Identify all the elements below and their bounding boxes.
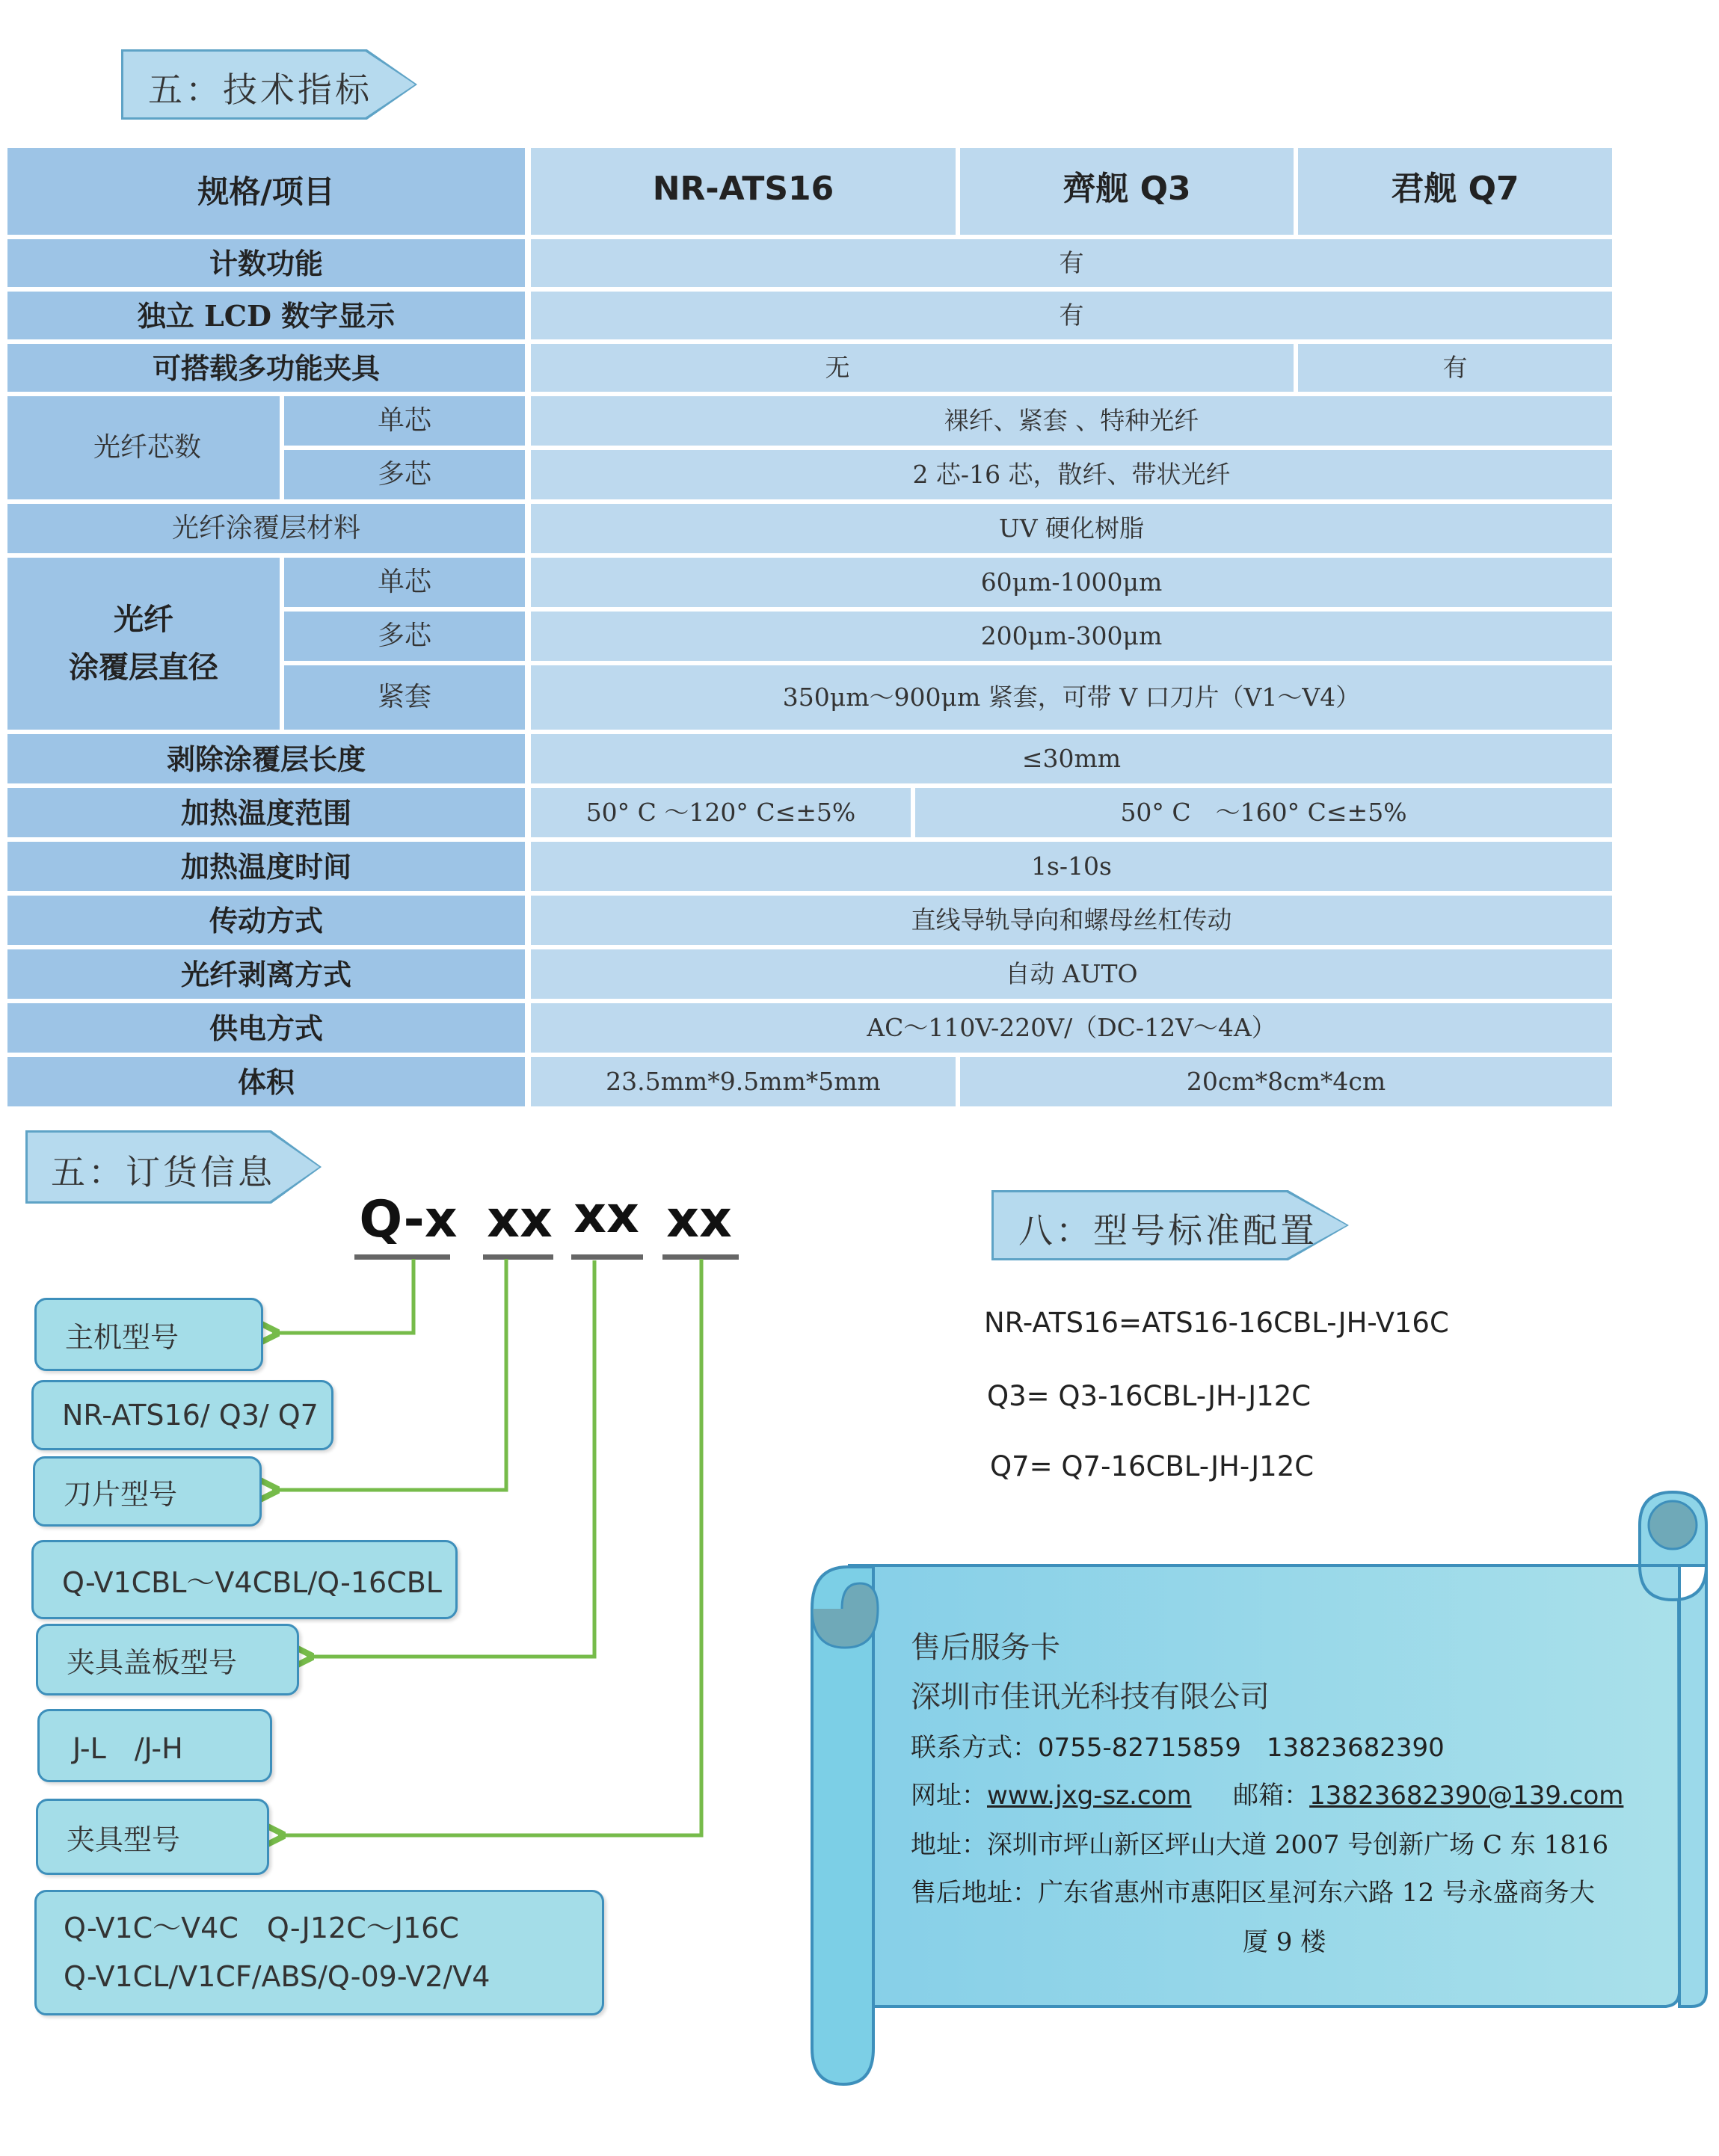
- coating-diameter-line1: 光纤: [114, 602, 173, 637]
- card-mail-label: 邮箱：: [1233, 1781, 1310, 1811]
- box-cover-values: J-L /J-H: [37, 1709, 272, 1782]
- row-value-drive: 直线导轨导向和螺母丝杠传动: [531, 896, 1612, 945]
- table-header-model-1: NR-ATS16: [531, 148, 956, 235]
- row-sublabel-diam-tight: 紧套: [284, 665, 525, 730]
- row-sublabel-diam-multi: 多芯: [284, 612, 525, 661]
- row-label-fiber-cores: 光纤芯数: [7, 396, 280, 499]
- card-contact: [911, 1727, 1445, 1764]
- box-blade-values: Q-V1CBL～V4CBL/Q-16CBL: [31, 1540, 458, 1619]
- row-label-drive: 传动方式: [7, 896, 525, 945]
- card-service-address-1: 售后地址：广东省惠州市惠阳区星河东六路 12 号永盛商务大: [911, 1878, 1595, 1908]
- table-header-item: 规格/项目: [7, 148, 525, 235]
- row-sublabel-multi: 多芯: [284, 450, 525, 499]
- row-label-counting: 计数功能: [7, 239, 525, 287]
- card-web-label: 网址：: [911, 1781, 987, 1811]
- card-address: 地址：深圳市坪山新区坪山大道 2007 号创新广场 C 东 1816: [911, 1830, 1609, 1860]
- row-value-lcd: 有: [531, 292, 1612, 339]
- row-label-fixture: 可搭载多功能夹具: [7, 344, 525, 392]
- row-label-volume: 体积: [7, 1057, 525, 1106]
- row-value-diam-tight: 350μm～900μm 紧套，可带 V 口刀片（V1～V4）: [531, 665, 1612, 730]
- order-code-seg2: xx: [487, 1190, 553, 1249]
- order-code-seg3: xx: [573, 1186, 639, 1245]
- row-value-heat-range-b: 50° C ～160° C≤±5%: [915, 788, 1612, 837]
- clamp-values-line1: Q-V1C～V4C Q-J12C～J16C: [64, 1912, 459, 1945]
- box-host-values: NR-ATS16/ Q3/ Q7: [31, 1380, 333, 1450]
- row-value-multi-core: 2 芯-16 芯，散纤、带状光纤: [531, 450, 1612, 499]
- row-value-volume-b: 20cm*8cm*4cm: [960, 1057, 1612, 1106]
- table-header-model-3: 君舰 Q7: [1298, 148, 1612, 235]
- row-label-coating-material: 光纤涂覆层材料: [7, 504, 525, 553]
- order-code-seg4: xx: [666, 1190, 732, 1249]
- card-contact-label: 联系方式：: [911, 1733, 1038, 1763]
- row-value-diam-single: 60μm-1000μm: [531, 558, 1612, 607]
- order-code-seg1: Q-x: [359, 1190, 458, 1249]
- row-label-strip-mode: 光纤剥离方式: [7, 949, 525, 999]
- section-title-order: 五：订货信息: [51, 1152, 275, 1192]
- box-host-label: 主机型号: [34, 1298, 263, 1371]
- row-label-heat-range: 加热温度范围: [7, 788, 525, 837]
- box-cover-label: 夹具盖板型号: [36, 1624, 299, 1695]
- row-value-fixture-a: 无: [531, 344, 1294, 392]
- row-label-strip-length: 剥除涂覆层长度: [7, 734, 525, 783]
- row-value-diam-multi: 200μm-300μm: [531, 612, 1612, 661]
- card-web-mail: [911, 1775, 1623, 1811]
- clamp-values-line2: Q-V1CL/V1CF/ABS/Q-09-V2/V4: [64, 1960, 491, 1993]
- section-title-config: 八：型号标准配置: [1018, 1210, 1317, 1251]
- config-line-1: NR-ATS16=ATS16-16CBL-JH-V16C: [984, 1307, 1449, 1339]
- card-mail-link[interactable]: 13823682390@139.com: [1309, 1781, 1624, 1811]
- row-value-fixture-b: 有: [1298, 344, 1612, 392]
- row-value-heat-time: 1s-10s: [531, 842, 1612, 891]
- row-sublabel-single: 单芯: [284, 396, 525, 446]
- row-label-heat-time: 加热温度时间: [7, 842, 525, 891]
- card-service-address-2: 厦 9 楼: [1243, 1927, 1326, 1957]
- config-line-3: Q7= Q7-16CBL-JH-J12C: [990, 1450, 1314, 1482]
- card-title: 售后服务卡: [911, 1630, 1060, 1665]
- row-label-power: 供电方式: [7, 1003, 525, 1053]
- section-title-spec: 五：技术指标: [148, 70, 372, 110]
- row-value-counting: 有: [531, 239, 1612, 287]
- row-value-power: AC～110V-220V/（DC-12V～4A）: [531, 1003, 1612, 1053]
- row-value-coating-material: UV 硬化树脂: [531, 504, 1612, 553]
- table-header-model-2: 齊舰 Q3: [960, 148, 1294, 235]
- box-clamp-label: 夹具型号: [36, 1799, 269, 1875]
- row-value-strip-mode: 自动 AUTO: [531, 949, 1612, 999]
- row-value-heat-range-a: 50° C ～120° C≤±5%: [531, 788, 911, 837]
- config-line-2: Q3= Q3-16CBL-JH-J12C: [987, 1380, 1311, 1412]
- box-blade-label: 刀片型号: [33, 1456, 262, 1527]
- row-value-strip-length: ≤30mm: [531, 734, 1612, 783]
- row-label-lcd: 独立 LCD 数字显示: [7, 292, 525, 339]
- card-web-link[interactable]: www.jxg-sz.com: [987, 1781, 1192, 1811]
- coating-diameter-line2: 涂覆层直径: [69, 650, 218, 685]
- row-sublabel-diam-single: 单芯: [284, 558, 525, 607]
- card-company: 深圳市佳讯光科技有限公司: [911, 1680, 1270, 1714]
- card-contact-value: 0755-82715859 13823682390: [1038, 1733, 1445, 1763]
- row-value-single-core: 裸纤、紧套 、特种光纤: [531, 396, 1612, 446]
- row-value-volume-a: 23.5mm*9.5mm*5mm: [531, 1057, 956, 1106]
